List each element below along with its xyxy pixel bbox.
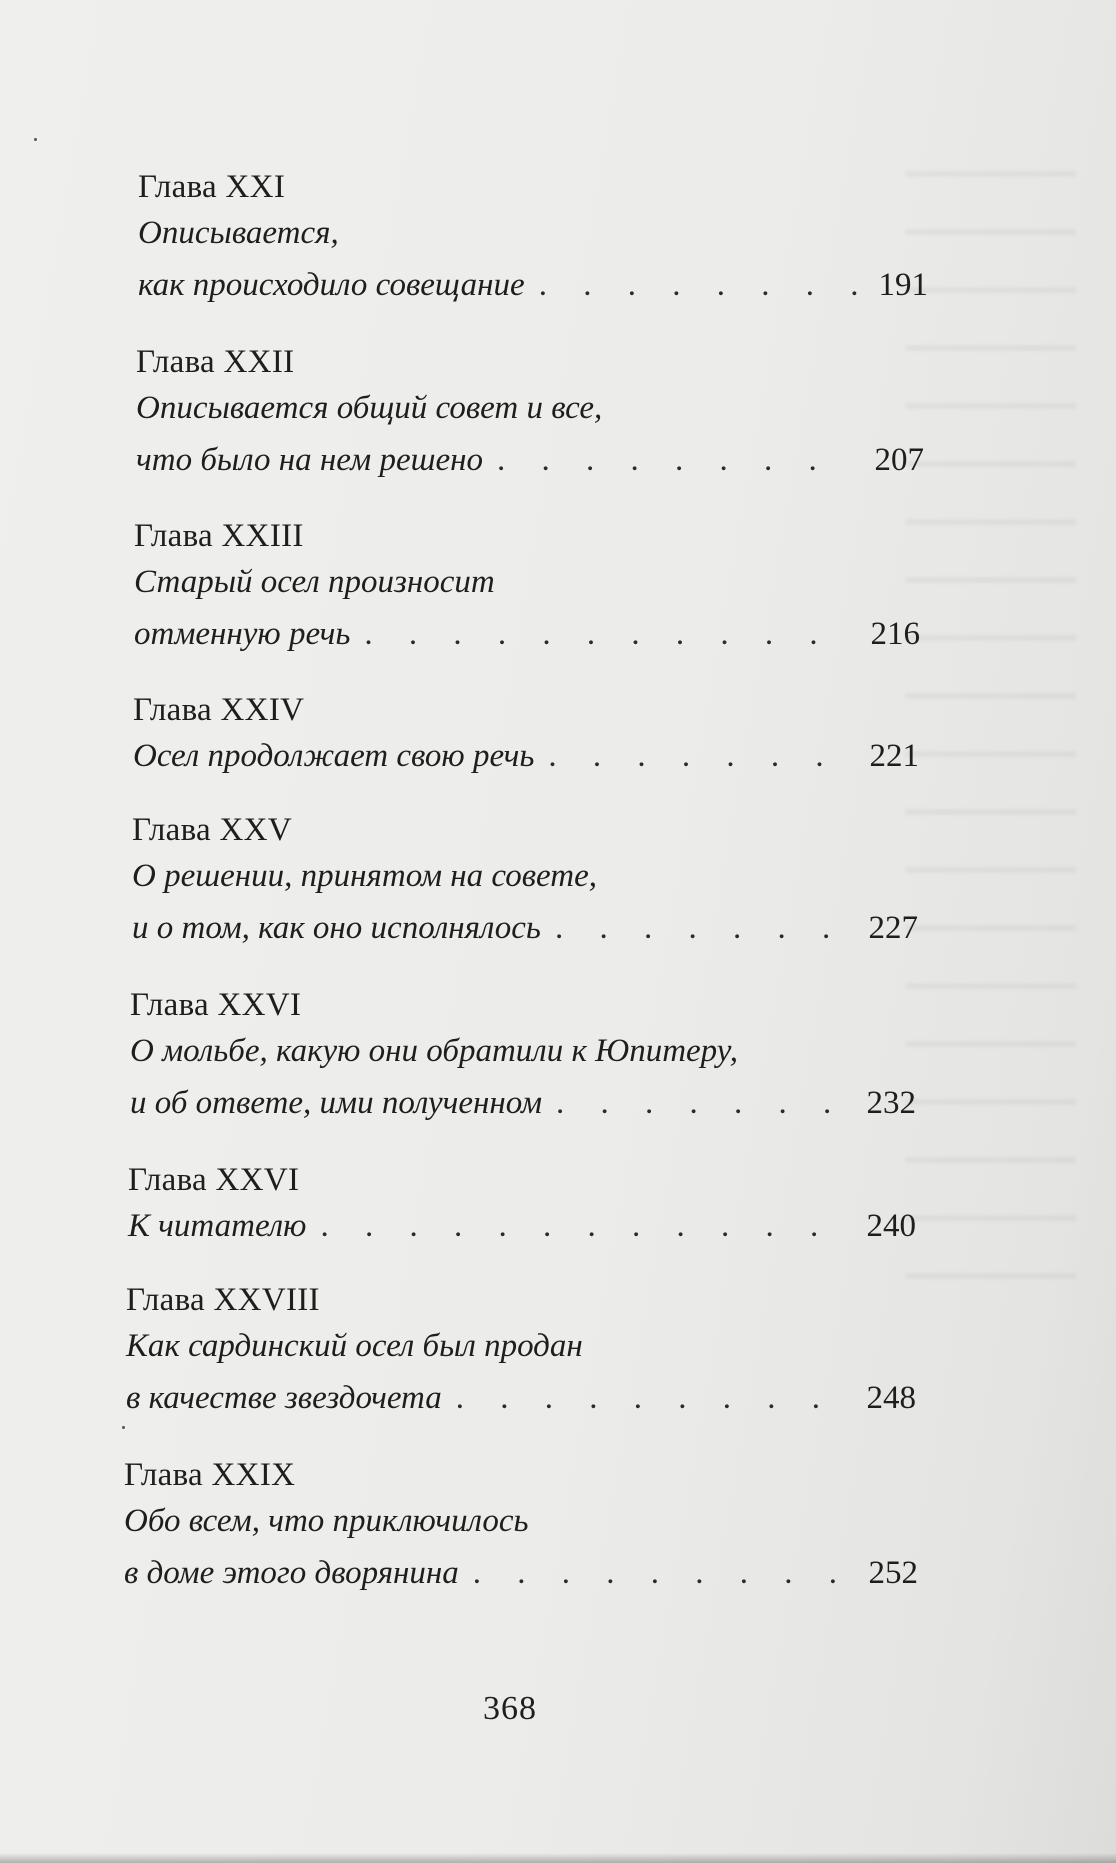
toc-entry <box>136 342 924 492</box>
chapter-title-line <box>128 1206 916 1258</box>
chapter-heading: Глава XXV <box>132 812 292 848</box>
toc-entry <box>128 1160 916 1258</box>
chapter-heading: Глава XXI <box>138 169 286 205</box>
leader-dots <box>306 1206 846 1246</box>
leader-dots <box>483 440 854 480</box>
page-number: 191 <box>878 267 928 303</box>
chapter-title-line <box>136 440 924 492</box>
chapter-heading: Глава XXVIII <box>126 1282 320 1318</box>
chapter-title-line <box>138 265 928 317</box>
page-number: 207 <box>874 442 924 478</box>
chapter-heading: Глава XXIX <box>124 1457 296 1493</box>
chapter-title-line: Описывается общий совет и все, <box>136 390 603 426</box>
toc-entry <box>130 985 916 1135</box>
chapter-title-text: Осел продолжает свою речь <box>133 738 535 774</box>
page-number: 252 <box>868 1555 918 1591</box>
chapter-heading: Глава XXIV <box>133 692 305 728</box>
page-number: 248 <box>866 1380 916 1416</box>
toc-entry <box>133 690 919 788</box>
toc-entry <box>138 167 928 317</box>
leader-dots <box>534 736 849 776</box>
chapter-heading: Глава XXIII <box>134 518 304 554</box>
chapter-title-text: и об ответе, ими полученном <box>130 1085 543 1121</box>
chapter-heading: Глава XXVI <box>130 987 302 1023</box>
page-number: 227 <box>868 910 918 946</box>
chapter-title-line <box>126 1378 916 1430</box>
chapter-title-text: и о том, как оно исполнялось <box>132 910 541 946</box>
chapter-title-line: О решении, принятом на совете, <box>132 858 597 894</box>
paper-speck <box>122 1426 125 1429</box>
paper-speck <box>34 138 37 141</box>
chapter-title-line: Обо всем, что приключилось <box>124 1503 529 1539</box>
chapter-title-line: Как сардинский осел был продан <box>126 1328 583 1364</box>
chapter-title-line: Описывается, <box>138 215 339 251</box>
leader-dots <box>350 614 850 654</box>
toc-entry <box>134 516 920 666</box>
leader-dots <box>542 1083 846 1123</box>
leader-dots <box>442 1378 846 1418</box>
page-number: 216 <box>870 616 920 652</box>
toc-entry <box>132 810 918 960</box>
chapter-title-line <box>130 1083 916 1135</box>
chapter-title-line <box>132 908 918 960</box>
chapter-title-text: в доме этого дворянина <box>124 1555 459 1591</box>
chapter-title-line <box>133 736 919 788</box>
page-number: 240 <box>866 1208 916 1244</box>
chapter-title-line <box>124 1553 918 1605</box>
chapter-title-text: К читателю <box>128 1208 307 1244</box>
chapter-title-line: Старый осел произносит <box>134 564 495 600</box>
toc-entry <box>126 1280 916 1430</box>
chapter-heading: Глава XXVI <box>128 1162 300 1198</box>
chapter-heading: Глава XXII <box>136 344 295 380</box>
leader-dots <box>541 908 848 948</box>
chapter-title-text: отменную речь <box>134 616 351 652</box>
chapter-title-line <box>134 614 920 666</box>
page-folio-number: 368 <box>483 1690 537 1727</box>
chapter-title-text: как происходило совещание <box>138 267 525 303</box>
page-number: 232 <box>866 1085 916 1121</box>
page-edge-shadow <box>0 1853 1116 1863</box>
chapter-title-text: что было на нем решено <box>136 442 484 478</box>
toc-entry <box>124 1455 918 1605</box>
chapter-title-line: О мольбе, какую они обратили к Юпитеру, <box>130 1033 738 1069</box>
page-number: 221 <box>869 738 919 774</box>
chapter-title-text: в качестве звездочета <box>126 1380 442 1416</box>
leader-dots <box>459 1553 848 1593</box>
leader-dots <box>525 265 858 305</box>
show-through-text <box>906 150 1076 1300</box>
